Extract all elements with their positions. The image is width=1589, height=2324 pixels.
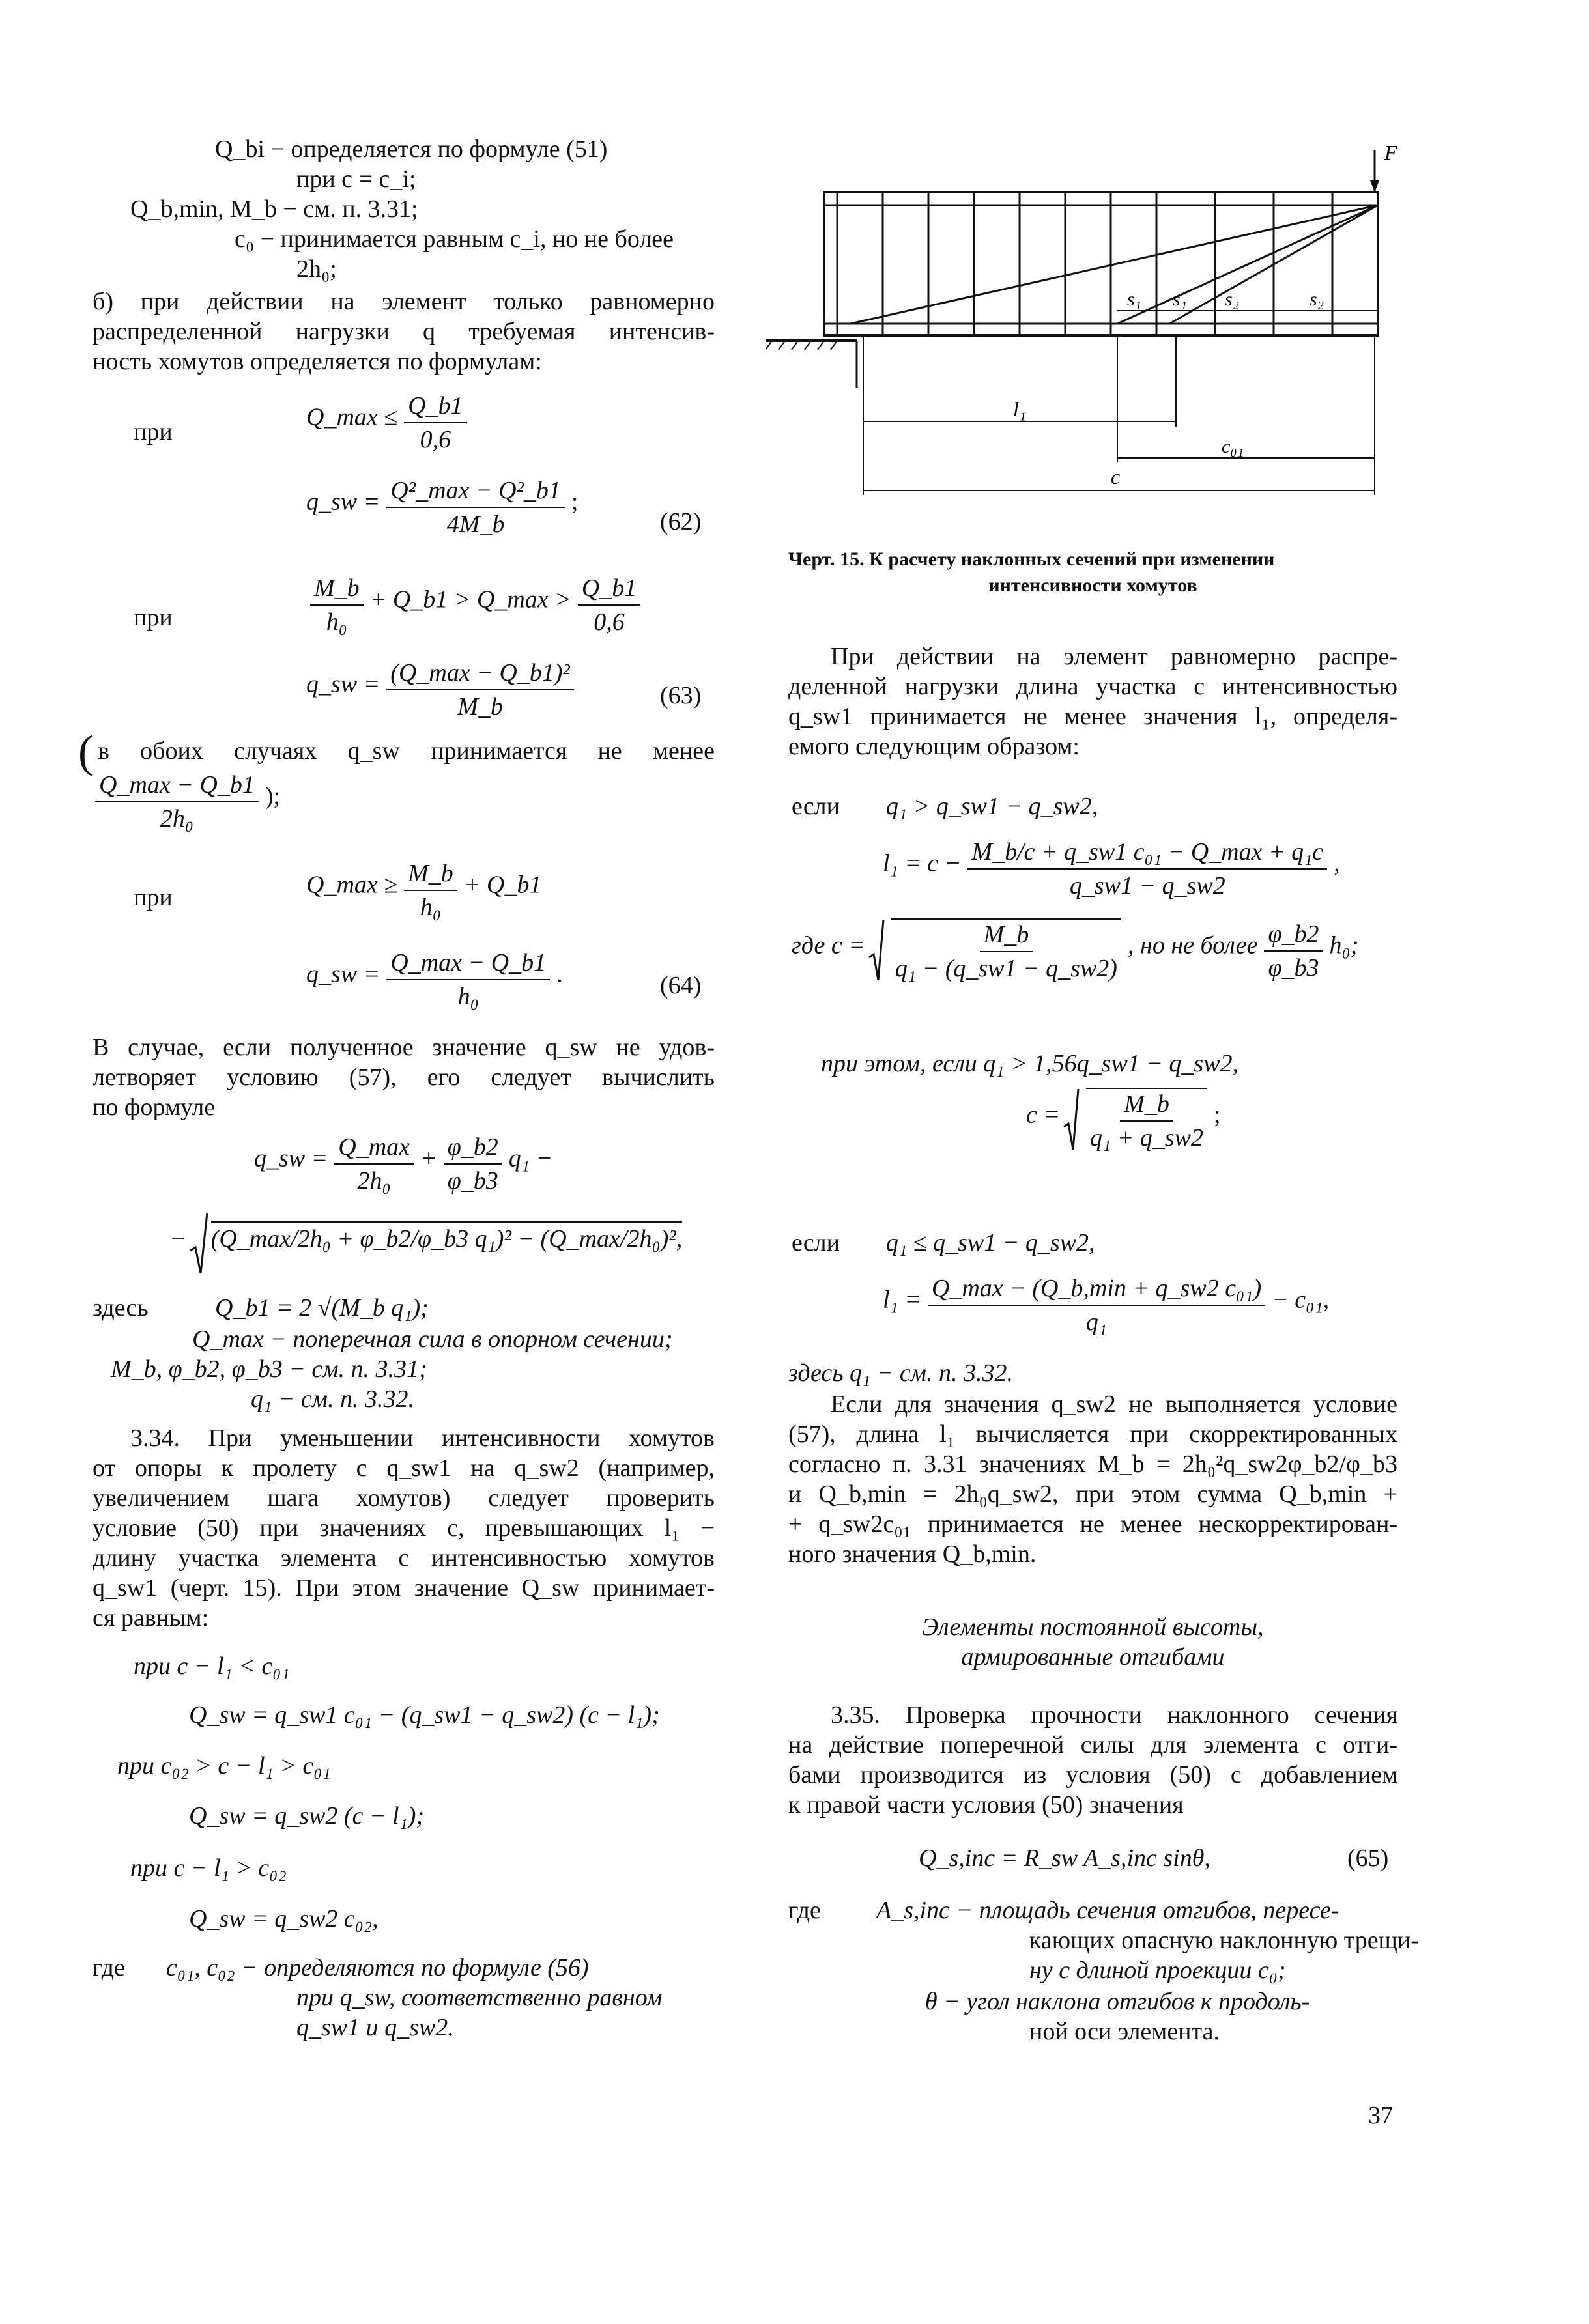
case-line3: по формуле [93, 1094, 216, 1121]
q63-cond-den2: 0,6 [594, 608, 625, 636]
q64-lhs: q_sw = [306, 960, 380, 988]
q62-lhs: q_sw = [306, 488, 380, 516]
r-cond-line5: + q_sw2c₀₁ принимается не менее нескорректирован- [788, 1510, 1397, 1538]
s335-line3: бами производится из условия (50) с добавлением [788, 1761, 1397, 1789]
l1-tail: , [1334, 849, 1340, 877]
page-number: 37 [1368, 2102, 1393, 2129]
eq-64: (64) [660, 972, 702, 999]
c-phi-num: φ_b2 [1264, 919, 1323, 952]
l1b-den: q₁ [1085, 1309, 1108, 1336]
case-formula-1: Q_sw = q_sw1 c₀₁ − (q_sw1 − q_sw2) (c − l₁); [189, 1701, 660, 1729]
asinc-line1: A_s,inc − площадь сечения отгибов, пересе- [876, 1897, 1339, 1924]
c2-num: M_b [1120, 1089, 1173, 1122]
both-den: 2h₀ [160, 805, 194, 832]
q62-cond-den: 0,6 [420, 426, 451, 453]
case-cond-2: при c₀₂ > c − l₁ > c₀₁ [117, 1752, 331, 1779]
where-line2: при q_sw, соответственно равном [296, 1984, 663, 2011]
q62-frac [386, 475, 565, 539]
q63-frac [386, 658, 574, 722]
case-formula-2: Q_sw = q_sw2 (c − l₁); [189, 1802, 425, 1830]
c2-lhs: c = [1026, 1101, 1061, 1129]
big-lhs: q_sw = [254, 1144, 328, 1172]
big-frac1 [334, 1132, 414, 1196]
r-cond-line6: ного значения Q_b,min. [788, 1540, 1037, 1568]
para-b-line1: б) при действии на элемент только равномерно [93, 288, 715, 315]
pri-label-3: при [134, 884, 173, 911]
q63-formula [306, 658, 578, 722]
big-d1: 2h₀ [357, 1167, 391, 1195]
c-tail: , но не более [1127, 931, 1258, 959]
q64-cond-frac [404, 858, 457, 922]
sqrt-sign-c2 [1063, 1088, 1080, 1153]
figure-15 [766, 140, 1417, 505]
big-frac2 [444, 1132, 502, 1196]
q62-cond-frac [404, 391, 466, 455]
pri-label-2: при [134, 604, 173, 631]
where-label: где [93, 1954, 125, 1981]
where-c-label: где c = [792, 931, 865, 959]
q63-cond-frac2 [578, 573, 640, 637]
pri-label-1: при [134, 418, 173, 446]
both-num: Q_max − Q_b1 [95, 770, 259, 802]
big2-minus: − [169, 1225, 186, 1253]
q64-cond-den: h₀ [420, 894, 442, 921]
r-para-line3: q_sw1 принимается не менее значения l₁, определя- [788, 703, 1397, 730]
s334-line4: условие (50) при значениях c, превышающих l₁ − [93, 1514, 715, 1542]
s334-line7: ся равным: [93, 1604, 209, 1632]
section-heading-line1: Элементы постоянной высоты, [922, 1613, 1264, 1641]
big-formula-line2 [169, 1212, 682, 1277]
q62-condition [306, 391, 471, 455]
q62-den: 4M_b [446, 511, 505, 538]
q63-den: M_b [457, 693, 503, 720]
q64-den: h₀ [457, 983, 479, 1010]
def-qbi: Q_bi − определяется по формуле (51) [215, 135, 608, 163]
label-s1b: s₁ [1173, 289, 1188, 310]
big2-term: (Q_max/2h₀ + φ_b2/φ_b3 q₁)² − (Q_max/2h₀)², [211, 1221, 683, 1253]
figure-caption-line2: интенсивности хомутов [988, 574, 1197, 596]
eq-63: (63) [660, 682, 702, 709]
l1-frac [967, 837, 1327, 901]
s334-line5: длину участка элемента с интенсивностью хомутов [93, 1544, 715, 1572]
s335-line4: к правой части условия (50) значения [788, 1791, 1184, 1819]
r-cond-line4: и Q_b,min = 2h₀q_sw2, при этом сумма Q_b,min + [788, 1481, 1397, 1508]
q63-cond-num2: Q_b1 [578, 573, 640, 606]
here-label: здесь [93, 1294, 149, 1322]
def-qbi-cond: при c = c_i; [296, 165, 416, 193]
r-para-line4: емого следующим образом: [788, 733, 1080, 760]
l1-den: q_sw1 − q_sw2 [1069, 872, 1225, 900]
q63-cond-mid: + Q_b1 > Q_max > [369, 586, 571, 614]
big-tail: q₁ − [508, 1144, 553, 1172]
c-num: M_b [980, 920, 1033, 952]
stirrups [837, 192, 1332, 335]
big-formula-line1 [254, 1132, 552, 1196]
c2-tail: ; [1214, 1101, 1221, 1129]
eq-62: (62) [660, 508, 702, 535]
where-label-right: где [788, 1897, 821, 1924]
case-line1: В случае, если полученное значение q_sw не удов- [93, 1034, 715, 1061]
label-c: c [1111, 465, 1121, 489]
asinc-line3: ну с длиной проекции c₀; [1029, 1957, 1286, 1984]
q62-formula: q_sw = $\frac{\text{Q²\_max − Q²\_b1}}{4M\_b}$ ; [306, 477, 579, 538]
r-cond-line3: согласно п. 3.31 значениях M_b = 2h₀²q_sw2φ_b2/φ_b3 [788, 1451, 1397, 1478]
formula-65: Q_s,inc = R_sw A_s,inc sinθ, [919, 1845, 1210, 1872]
r-para-line1: При действии на элемент равномерно распре- [831, 643, 1397, 670]
case-cond-1: при c − l₁ < c₀₁ [134, 1652, 290, 1680]
case-line2: летворяет условию (57), его следует вычислить [93, 1064, 715, 1091]
l1-lhs: l₁ = c − [883, 849, 962, 877]
here-mb: M_b, φ_b2, φ_b3 − см. п. 3.31; [111, 1355, 427, 1383]
label-F: F [1384, 141, 1397, 164]
s334-line2: от опоры к пролету с q_sw1 на q_sw2 (например, [93, 1454, 715, 1482]
both-frac [95, 770, 259, 834]
q64-num: Q_max − Q_b1 [386, 948, 550, 980]
both-cases-frac-wrap: $\frac{Q\_\max - Q\_b1}{\text{2h₀}}$ ); [91, 770, 280, 834]
q64-frac [386, 948, 550, 1012]
asinc-line2: кающих опасную наклонную трещи- [1029, 1927, 1419, 1954]
beam-outline [824, 192, 1378, 335]
c2-den: q₁ + q_sw2 [1090, 1124, 1204, 1152]
s335-line2: на действие поперечной силы для элемента с отги- [788, 1731, 1397, 1759]
here-qb1: Q_b1 = 2 √(M_b q₁); [215, 1294, 429, 1322]
c-phi-tail: h₀; [1329, 931, 1359, 959]
figure-caption-line1: Черт. 15. К расчету наклонных сечений при изменении [788, 548, 1275, 570]
where-line1: c₀₁, c₀₂ − определяются по формуле (56) [166, 1954, 589, 1981]
l1b-tail: − c₀₁, [1272, 1286, 1330, 1314]
sqrt-sign-c [868, 918, 885, 984]
label-s2a: s₂ [1225, 289, 1240, 310]
q63-num: (Q_max − Q_b1)² [386, 658, 574, 690]
left-paren: ( [78, 727, 94, 777]
if-2-cond: q₁ ≤ q_sw1 − q_sw2, [886, 1229, 1095, 1256]
here-q1: q₁ − см. п. 3.32. [251, 1385, 414, 1413]
s334-line1: 3.34. При уменьшении интенсивности хомутов [130, 1424, 715, 1452]
q62-num: Q²_max − Q²_b1 [386, 475, 565, 508]
theta-line1: θ − угол наклона отгибов к продоль- [925, 1988, 1310, 2015]
q63-lhs: q_sw = [306, 670, 380, 698]
c-den: q₁ − (q_sw1 − q_sw2) [895, 955, 1117, 982]
section-heading-line2: армированные отгибами [961, 1643, 1225, 1671]
here-q1-right: здесь q₁ − см. п. 3.32. [788, 1359, 1014, 1387]
q64-cond-tail: + Q_b1 [463, 871, 542, 899]
q64-cond-num: M_b [404, 858, 457, 891]
q64-cond-lhs: Q_max ≥ [306, 871, 398, 899]
c2-formula [1026, 1088, 1221, 1153]
big-plus: + [420, 1144, 437, 1172]
case-cond-3: при c − l₁ > c₀₂ [130, 1854, 287, 1882]
where-line3: q_sw1 и q_sw2. [296, 2014, 454, 2041]
q64-formula: q_sw = $\frac{Q\_\max - Q\_b1}{\text{h₀}}$ . [306, 949, 563, 1010]
c-phi-frac [1264, 919, 1323, 983]
label-s2b: s₂ [1310, 289, 1324, 310]
l1b-frac [928, 1273, 1265, 1337]
big-n1: Q_max [334, 1132, 414, 1165]
q63-cond-num1: M_b [310, 573, 364, 606]
l1b-lhs: l₁ = [883, 1286, 921, 1314]
c-formula [792, 918, 1358, 984]
def-c0: c₀ − принимается равным c_i, но не более [235, 225, 674, 253]
l1-num: M_b/c + q_sw1 c₀₁ − Q_max + q₁c [967, 837, 1327, 870]
q63-condition [306, 573, 644, 637]
para-b-line3: ность хомутов определяется по формулам: [93, 348, 542, 375]
s334-line6: q_sw1 (черт. 15). При этом значение Q_sw принимает- [93, 1574, 715, 1602]
eq-65: (65) [1347, 1845, 1389, 1872]
here-qmax: Q_max − поперечная сила в опорном сечении; [192, 1325, 673, 1353]
case-formula-3: Q_sw = q_sw2 c₀₂, [189, 1905, 379, 1933]
r-cond-line1: Если для значения q_sw2 не выполняется условие [831, 1391, 1397, 1418]
c2-frac [1086, 1088, 1207, 1153]
big-d2: φ_b3 [447, 1167, 498, 1195]
q63-cond-den1: h₀ [326, 608, 347, 636]
r-para-line2: деленной нагрузки длина участка с интенсивностью [788, 673, 1397, 700]
label-c01: c₀₁ [1222, 436, 1244, 457]
l1-formula [883, 837, 1340, 901]
l1b-formula [883, 1273, 1329, 1337]
def-c0-cont: 2h₀; [296, 255, 337, 283]
s335-line1: 3.35. Проверка прочности наклонного сечения [831, 1701, 1397, 1729]
meanwhile: при этом, если q₁ > 1,56q_sw1 − q_sw2, [821, 1050, 1239, 1077]
q64-condition [306, 858, 541, 922]
q62-cond-num: Q_b1 [404, 391, 466, 423]
para-b-line2: распределенной нагрузки q требуемая интенсив- [93, 318, 715, 345]
q62-cond-lhs: Q_max ≤ [306, 403, 398, 431]
if-1-cond: q₁ > q_sw1 − q_sw2, [886, 793, 1098, 820]
sqrt-sign [189, 1212, 208, 1277]
c-frac [891, 918, 1121, 984]
s334-line3: увеличением шага хомутов) следует проверить [93, 1484, 715, 1512]
big-n2: φ_b2 [444, 1132, 502, 1165]
theta-line2: ной оси элемента. [1029, 2018, 1220, 2045]
l1b-num: Q_max − (Q_b,min + q_sw2 c₀₁) [928, 1273, 1265, 1306]
def-qbmin: Q_b,min, M_b − см. п. 3.31; [130, 195, 418, 223]
both-cases: в обоих случаях q_sw принимается не менее [98, 737, 715, 765]
label-l1: l₁ [1013, 397, 1027, 421]
c-phi-den: φ_b3 [1268, 954, 1319, 982]
label-s1a: s₁ [1127, 289, 1142, 310]
r-cond-line2: (57), длина l₁ вычисляется при скорректированных [788, 1421, 1397, 1448]
if-2-label: если [792, 1229, 840, 1256]
if-1-label: если [792, 793, 840, 820]
q63-cond-frac1 [310, 573, 364, 637]
